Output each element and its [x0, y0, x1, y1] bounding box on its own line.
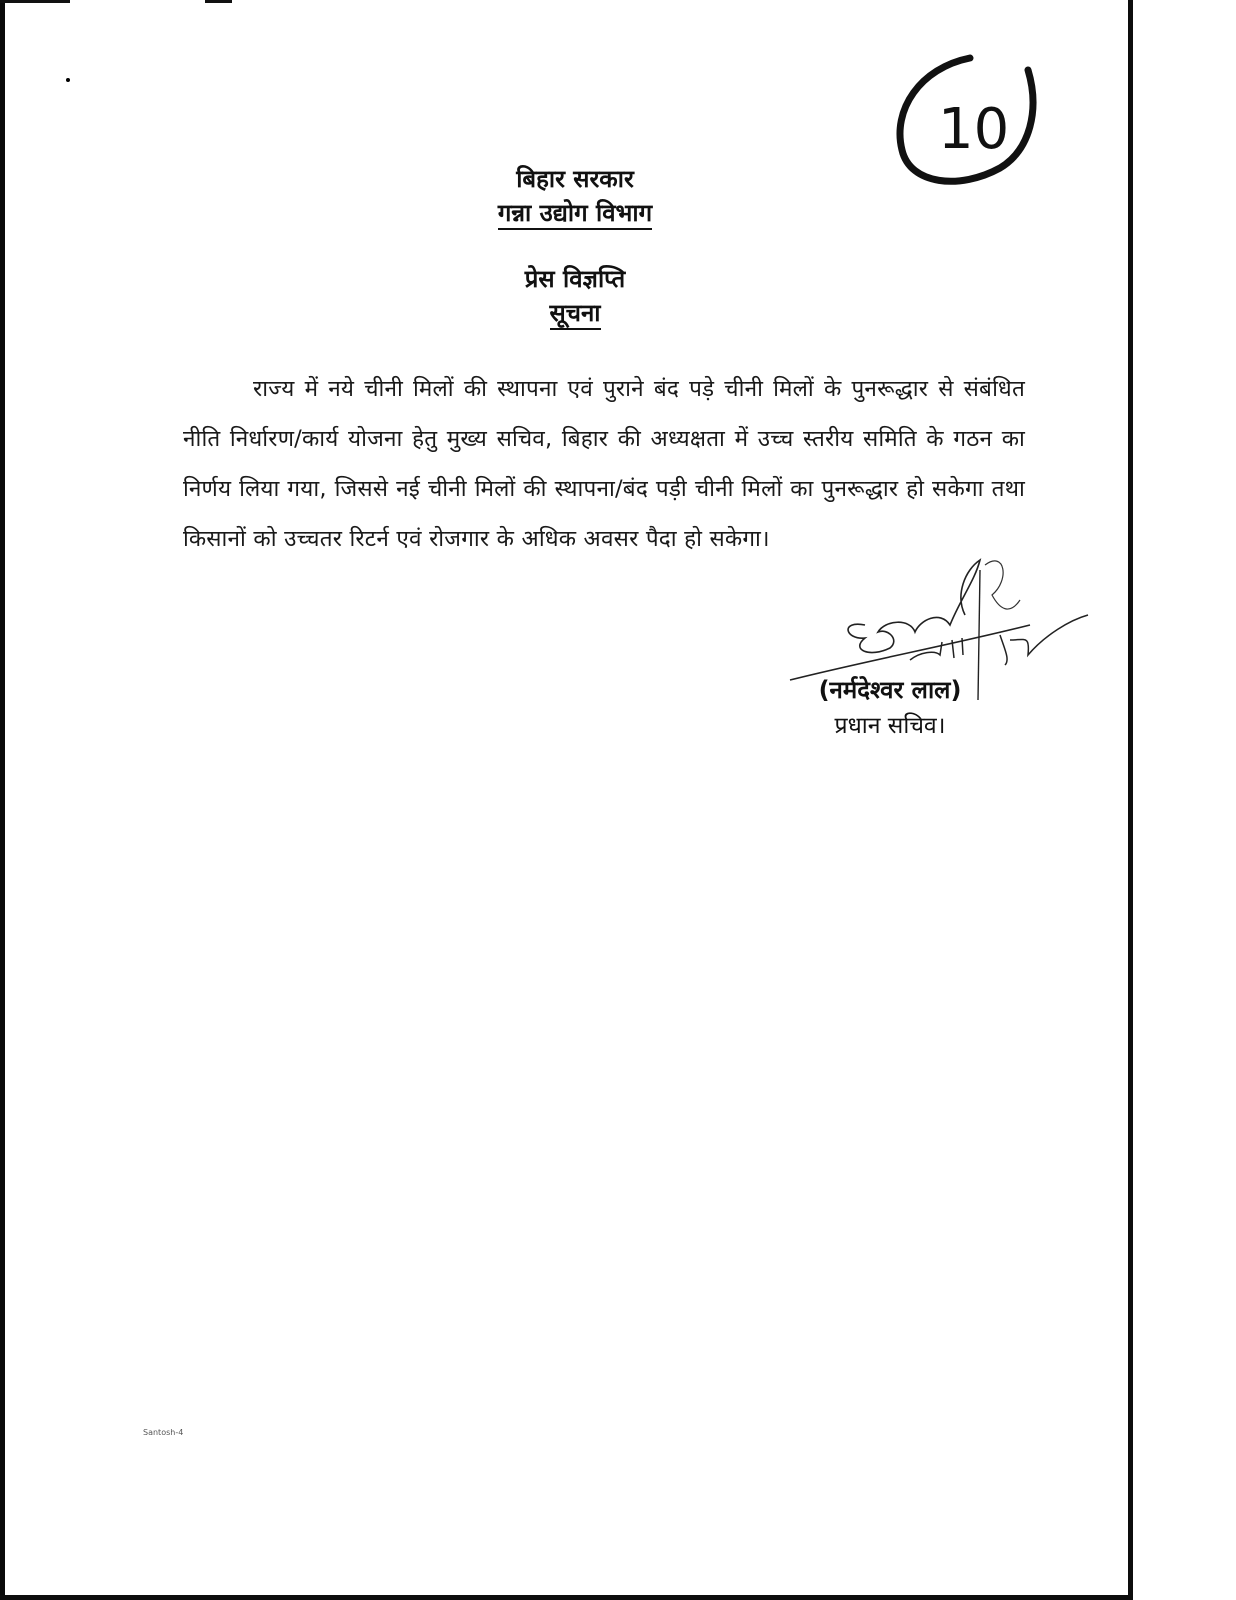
scan-border-left	[0, 0, 5, 1600]
signatory-designation: प्रधान सचिव।	[834, 713, 946, 739]
footer-code: Santosh-4	[143, 1428, 184, 1437]
notice-subtitle	[0, 296, 1150, 329]
government-title: बिहार सरकार	[516, 165, 634, 193]
page-number: 10	[938, 97, 1010, 162]
press-release-title: प्रेस विज्ञप्ति	[524, 265, 626, 293]
scan-border-right	[1128, 0, 1133, 1600]
scan-border-top	[205, 0, 232, 3]
department-title-text: गन्ना उद्योग विभाग	[498, 199, 652, 230]
notice-subtitle-text: सूचना	[550, 299, 601, 330]
department-title	[0, 196, 1150, 229]
notice-body: राज्य में नये चीनी मिलों की स्थापना एवं पुराने बंद पड़े चीनी मिलों के पुनरूद्धार से संबंधित नीति निर्धारण/कार्य योजना हेतु मुख्य सचिव, बिहार की अध्यक्षता में उच्च स्तरीय समिति के गठन का निर्णय लिया गया, जिससे नई चीनी मिलों की स्थापना/बंद पड़ी चीनी मिलों का पुनरूद्धार हो सकेगा तथा किसानों को उच्चतर रिटर्न एवं रोजगार के अधिक अवसर पैदा हो सकेगा।	[183, 376, 1025, 552]
signatory-name: (नर्मदेश्वर लाल)	[818, 676, 962, 704]
scan-border-bottom	[0, 1595, 1133, 1600]
scan-border-top	[0, 0, 70, 3]
scan-speck	[66, 78, 70, 82]
